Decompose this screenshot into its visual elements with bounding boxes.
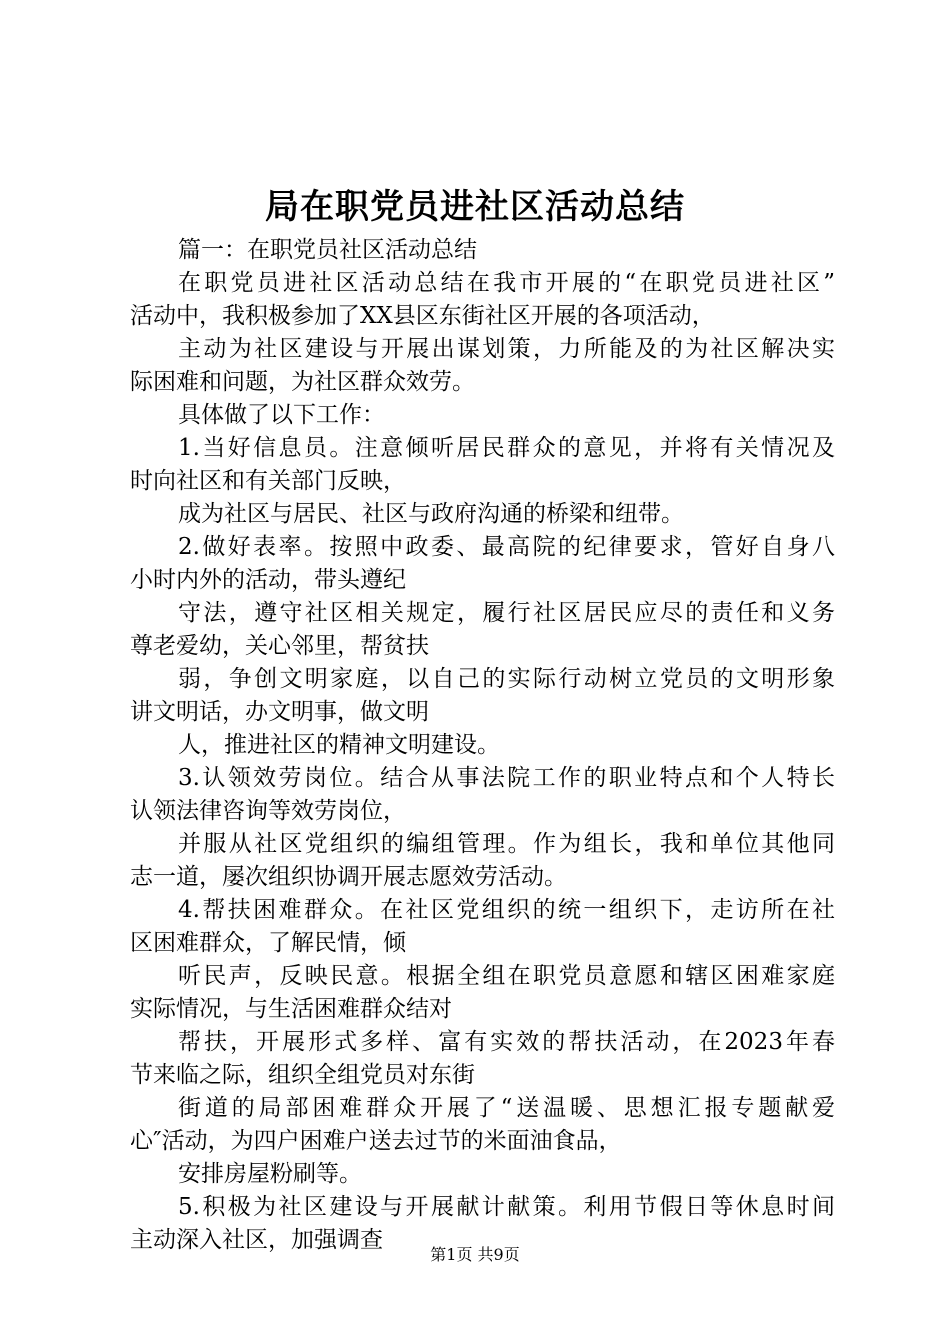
text-line: 弱，争创文明家庭，以自己的实际行动树立党员的文明形象 <box>178 666 835 692</box>
text-line: 时向社区和有关部门反映， <box>130 468 406 494</box>
text-line: 5.积极为社区建设与开展献计献策。利用节假日等休息时间 <box>178 1194 835 1220</box>
text-line: 认领法律咨询等效劳岗位， <box>130 798 406 824</box>
text-line: 在职党员进社区活动总结在我市开展的“在职党员进社区” <box>178 270 835 296</box>
text-line: 街道的局部困难群众开展了“送温暖、思想汇报专题献爱 <box>178 1095 835 1121</box>
text-line: 1.当好信息员。注意倾听居民群众的意见，并将有关情况及 <box>178 435 835 461</box>
text-line: 并服从社区党组织的编组管理。作为组长，我和单位其他同 <box>178 831 835 857</box>
text-line: 2.做好表率。按照中政委、最高院的纪律要求，管好自身八 <box>178 534 835 560</box>
document-body <box>130 234 835 1257</box>
text-line: 活动中，我积极参加了XX县区东街社区开展的各项活动， <box>130 303 715 329</box>
text-line: 3.认领效劳岗位。结合从事法院工作的职业特点和个人特长 <box>178 765 835 791</box>
text-line: 具体做了以下工作： <box>178 402 385 428</box>
text-line: 讲文明话，办文明事，做文明 <box>130 699 429 725</box>
text-line: 听民声，反映民意。根据全组在职党员意愿和辖区困难家庭 <box>178 963 835 989</box>
text-line: 志一道，屡次组织协调开展志愿效劳活动。 <box>130 864 567 890</box>
text-line: 实际情况，与生活困难群众结对 <box>130 996 452 1022</box>
text-line: 人，推进社区的精神文明建设。 <box>178 732 500 758</box>
text-line: 主动深入社区，加强调查 <box>130 1227 383 1253</box>
text-line: 区困难群众，了解民情，倾 <box>130 930 406 956</box>
page-number-footer: 第1页 共9页 <box>430 1245 520 1264</box>
text-line: 篇一：在职党员社区活动总结 <box>178 237 477 263</box>
document-title: 局在职党员进社区活动总结 <box>265 187 685 227</box>
text-line: 尊老爱幼，关心邻里，帮贫扶 <box>130 633 429 659</box>
text-line: 守法，遵守社区相关规定，履行社区居民应尽的责任和义务 <box>178 600 835 626</box>
text-line: 帮扶，开展形式多样、富有实效的帮扶活动，在2023年春 <box>178 1029 835 1055</box>
text-line: 主动为社区建设与开展出谋划策，力所能及的为社区解决实 <box>178 336 835 362</box>
text-line: 安排房屋粉刷等。 <box>178 1161 362 1187</box>
text-line: 4.帮扶困难群众。在社区党组织的统一组织下，走访所在社 <box>178 897 835 923</box>
text-line: 成为社区与居民、社区与政府沟通的桥梁和纽带。 <box>178 501 684 527</box>
text-line: 节来临之际，组织全组党员对东街 <box>130 1062 475 1088</box>
text-line: 际困难和问题，为社区群众效劳。 <box>130 369 475 395</box>
text-line: 小时内外的活动，带头遵纪 <box>130 567 406 593</box>
text-line: 心″活动，为四户困难户送去过节的米面油食品， <box>130 1128 622 1154</box>
